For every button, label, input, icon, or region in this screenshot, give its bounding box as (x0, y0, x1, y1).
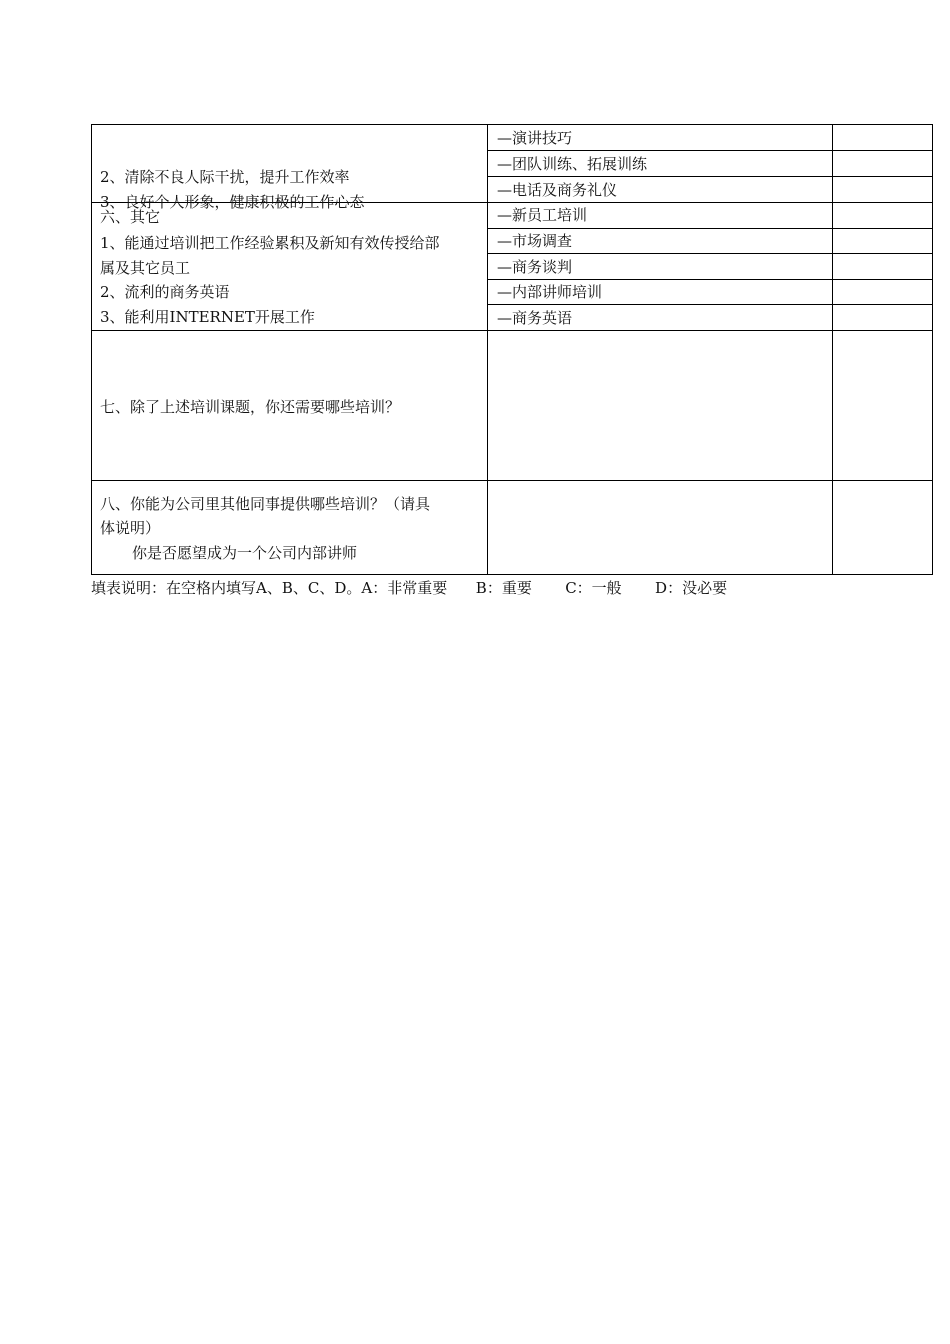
column-line (832, 124, 833, 574)
section-eight-line-c: 你是否愿望成为一个公司内部讲师 (132, 544, 358, 562)
course-item: —商务英语 (497, 309, 573, 327)
table-top-border (91, 124, 933, 125)
course-item: —市场调查 (497, 232, 573, 250)
fill-in-instructions: 填表说明：在空格内填写A、B、C、D。A：非常重要 B：重要 C：一般 D：没必要 (91, 579, 728, 597)
section-eight-line-b: 体说明） (100, 519, 161, 537)
course-item: —新员工培训 (497, 206, 588, 224)
section-six-heading: 六、其它 (100, 208, 161, 226)
goal-line-3: 3、良好个人形象，健康积极的工作心态 (100, 193, 365, 211)
six-item-1a: 1、能通过培训把工作经验累积及新知有效传授给部 (100, 234, 440, 252)
section-eight-line-a: 八、你能为公司里其他同事提供哪些培训？（请具 (100, 495, 431, 513)
course-item: —电话及商务礼仪 (497, 181, 618, 199)
row-line (487, 150, 933, 151)
section-seven-question: 七、除了上述培训课题，你还需要哪些培训？ (100, 398, 401, 416)
table-bottom-border (91, 574, 933, 575)
row-line (487, 279, 933, 280)
six-item-1b: 属及其它员工 (100, 259, 191, 277)
row-line (91, 330, 933, 331)
table-left-border (91, 124, 92, 574)
course-item: —团队训练、拓展训练 (497, 155, 648, 173)
six-item-2: 2、流利的商务英语 (100, 283, 230, 301)
table-right-border (932, 124, 933, 574)
row-line (487, 176, 933, 177)
six-item-3: 3、能利用INTERNET开展工作 (100, 308, 315, 326)
row-line (487, 228, 933, 229)
goal-line-2: 2、清除不良人际干扰，提升工作效率 (100, 168, 350, 186)
row-line (91, 480, 933, 481)
row-line (487, 253, 933, 254)
row-line (487, 304, 933, 305)
column-line (487, 124, 488, 574)
course-item: —演讲技巧 (497, 129, 573, 147)
course-item: —商务谈判 (497, 258, 573, 276)
course-item: —内部讲师培训 (497, 283, 603, 301)
